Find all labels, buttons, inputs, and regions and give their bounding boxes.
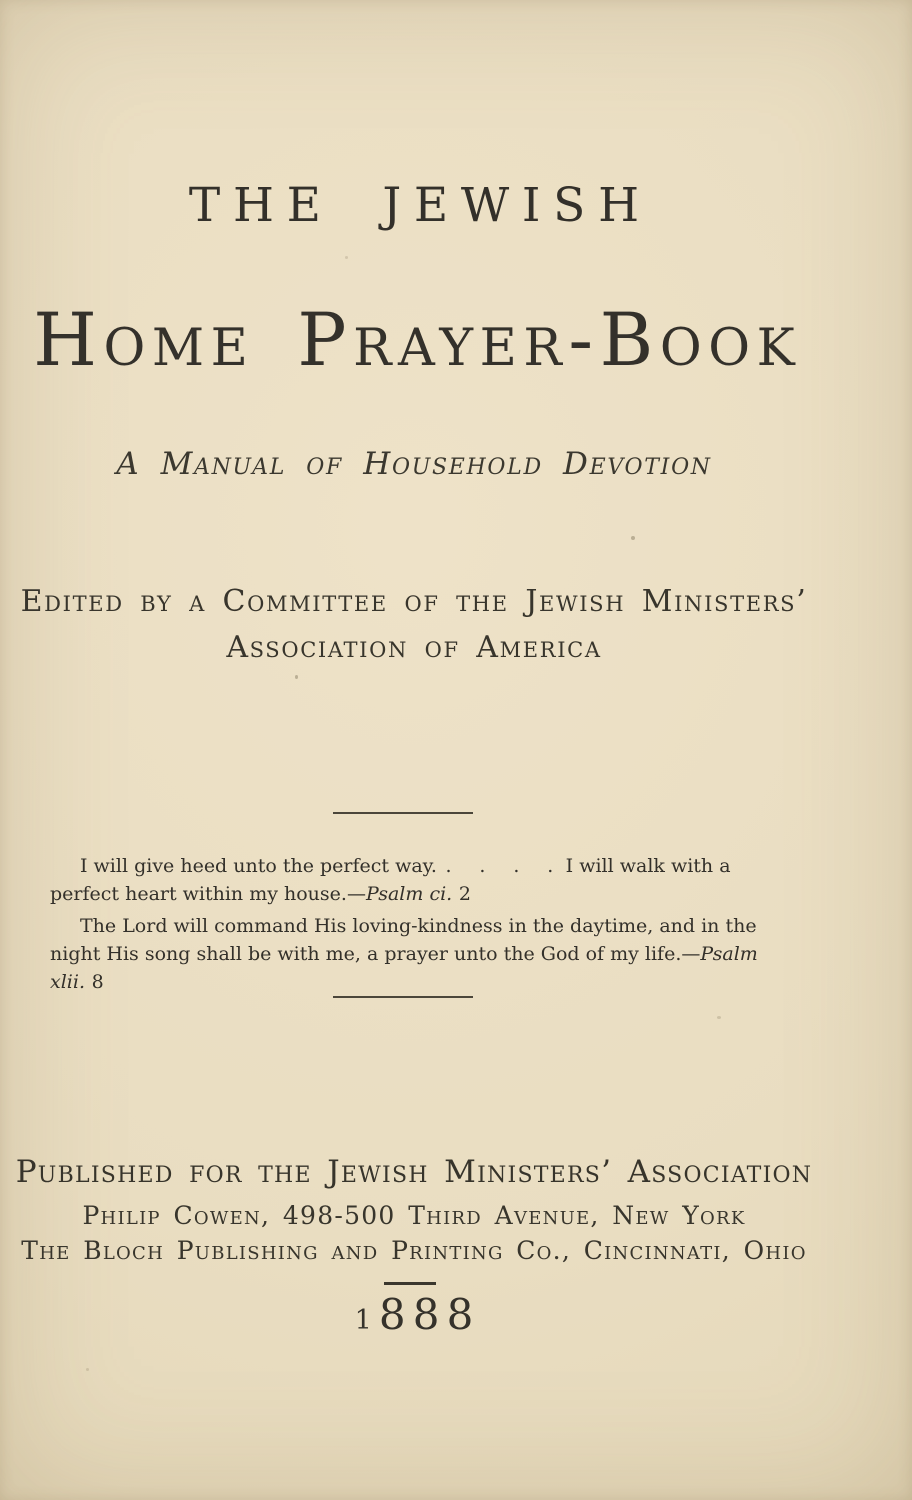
imprint-address-new-york: Philip Cowen, 498-500 Third Avenue, New York <box>82 1201 746 1230</box>
publication-year: 1888 <box>354 1290 481 1339</box>
divider-top <box>333 812 473 814</box>
epigraph-block <box>50 852 790 996</box>
dust-speck <box>717 1016 721 1019</box>
psalm-verse-2: 8 <box>91 971 104 993</box>
dust-speck <box>631 536 635 540</box>
dust-speck <box>295 675 298 679</box>
psalm-reference-2: Psalm xlii. <box>50 943 758 993</box>
imprint-publisher: Published for the Jewish Ministers’ Association <box>15 1154 813 1190</box>
book-subtitle: A Manual of Household Devotion <box>116 446 712 482</box>
quote-1-text-b: I will walk with a perfect heart within my house.— <box>50 855 731 905</box>
quote-1-ellipsis-dots: . . . . <box>445 855 556 877</box>
psalm-verse-1: 2 <box>458 883 471 905</box>
year-divider <box>384 1282 436 1285</box>
divider-bottom <box>333 996 473 998</box>
book-title-line1: THE JEWISH <box>188 178 652 233</box>
imprint-address-cincinnati: The Bloch Publishing and Printing Co., Cincinnati, Ohio <box>21 1236 807 1265</box>
byline-line2: Association of America <box>226 630 602 665</box>
byline-line1: Edited by a Committee of the Jewish Ministers’ <box>20 584 808 619</box>
quote-1-text-a: I will give heed unto the perfect way. <box>80 855 437 877</box>
book-title-line2: Home Prayer-Book <box>33 298 802 383</box>
psalm-reference-1: Psalm ci. <box>365 883 453 905</box>
dust-speck <box>345 256 348 259</box>
dust-speck <box>86 1368 89 1371</box>
epigraph-quote-2 <box>50 912 790 996</box>
quote-2-text: The Lord will command His loving-kindness in the daytime, and in the night His song shall be with me, a prayer unto the God of my life.— <box>50 915 757 965</box>
epigraph-quote-1 <box>50 852 790 908</box>
